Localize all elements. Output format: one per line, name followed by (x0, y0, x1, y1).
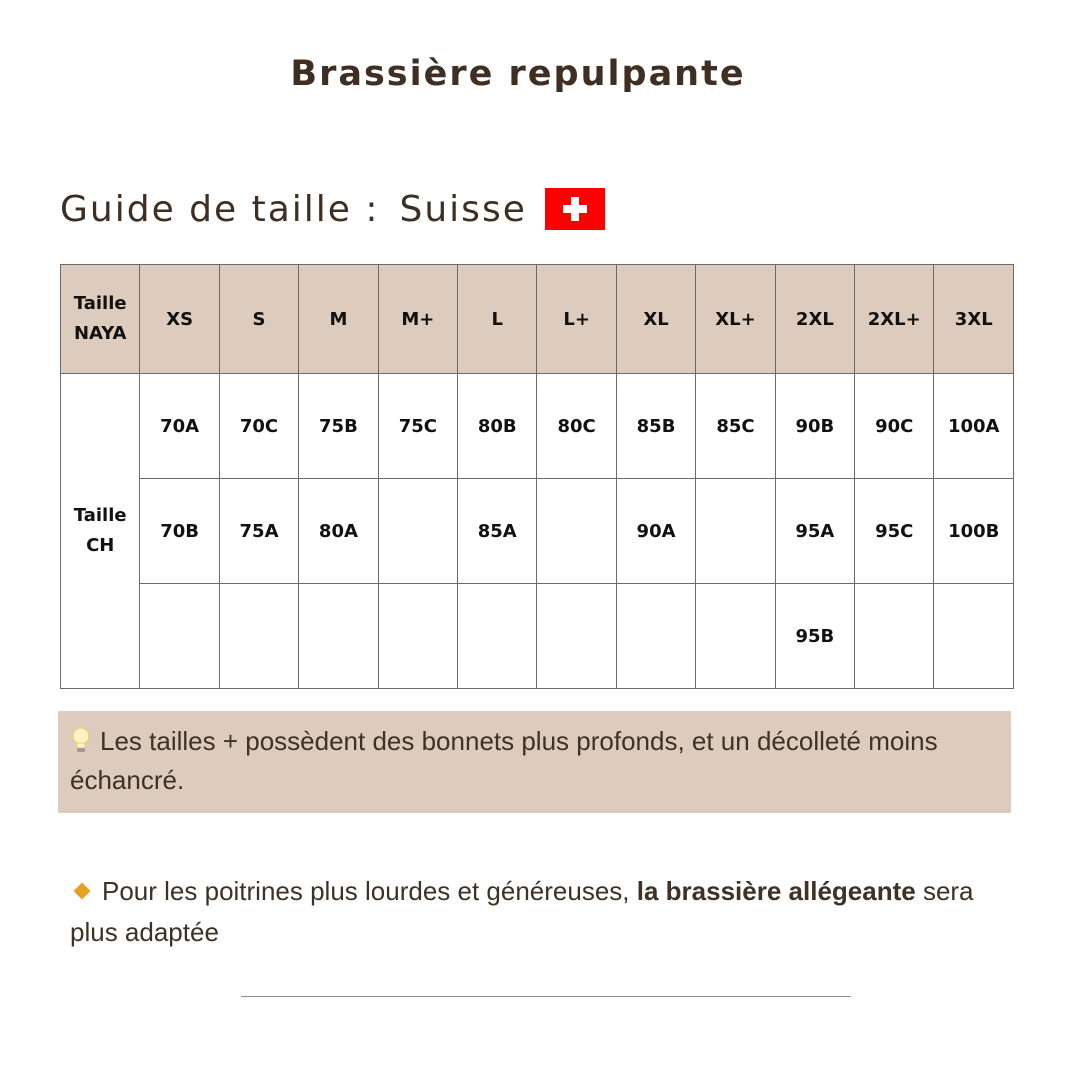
size-value-cell (537, 479, 616, 584)
size-value-cell: 80C (537, 374, 616, 479)
size-value-cell: 85B (616, 374, 695, 479)
size-value-cell: 95A (775, 479, 854, 584)
size-header-cell: M (299, 265, 378, 374)
size-value-cell (696, 584, 775, 689)
size-header-cell: 2XL+ (855, 265, 934, 374)
tip-text-before: Pour les poitrines plus lourdes et généreuses, (102, 876, 637, 906)
size-value-cell: 75A (219, 479, 298, 584)
divider-line (241, 996, 851, 997)
size-value-cell: 90C (855, 374, 934, 479)
size-value-cell (934, 584, 1014, 689)
tip-text-after: sera plus adaptée (70, 876, 974, 947)
size-value-cell: 70A (140, 374, 219, 479)
size-value-cell: 100A (934, 374, 1014, 479)
lightbulb-icon (70, 727, 92, 753)
allegeante-bra-link[interactable]: la brassière allégeante (636, 876, 916, 906)
size-value-cell (616, 584, 695, 689)
size-header-cell: S (219, 265, 298, 374)
size-value-cell (378, 584, 457, 689)
orange-diamond-icon (74, 883, 91, 900)
size-value-cell (537, 584, 616, 689)
size-header-cell: L (458, 265, 537, 374)
row-label-line-2: CH (86, 535, 115, 556)
size-header-cell: XL (616, 265, 695, 374)
header-label-line-2: NAYA (73, 323, 127, 344)
size-value-cell: 100B (934, 479, 1014, 584)
header-label-line-1: Taille (73, 293, 127, 314)
row-label-cell (61, 374, 140, 689)
size-value-cell: 90B (775, 374, 854, 479)
info-note (58, 711, 1011, 813)
size-value-cell (696, 479, 775, 584)
info-note-text: Les tailles + possèdent des bonnets plus profonds, et un décolleté moins échancré. (70, 726, 938, 795)
page-title: Brassière repulpante (290, 54, 746, 94)
size-value-cell: 75C (378, 374, 457, 479)
size-header-cell: XS (140, 265, 219, 374)
size-value-cell: 80A (299, 479, 378, 584)
size-header-cell: M+ (378, 265, 457, 374)
size-value-cell (299, 584, 378, 689)
size-guide-heading (60, 188, 605, 230)
size-value-cell: 70B (140, 479, 219, 584)
table-row (61, 479, 1014, 584)
size-value-cell (458, 584, 537, 689)
size-value-cell: 80B (458, 374, 537, 479)
size-table-header-row (61, 265, 1014, 374)
size-header-cell: L+ (537, 265, 616, 374)
size-value-cell: 95B (775, 584, 854, 689)
size-value-cell (140, 584, 219, 689)
country-name: Suisse (399, 188, 527, 230)
size-value-cell: 70C (219, 374, 298, 479)
size-value-cell: 95C (855, 479, 934, 584)
size-value-cell: 85A (458, 479, 537, 584)
size-value-cell: 75B (299, 374, 378, 479)
size-table (60, 264, 1014, 689)
size-value-cell: 85C (696, 374, 775, 479)
row-label-line-1: Taille (73, 505, 127, 526)
table-row (61, 584, 1014, 689)
size-value-cell (219, 584, 298, 689)
size-header-cell: 2XL (775, 265, 854, 374)
table-row (61, 374, 1014, 479)
size-header-cell: 3XL (934, 265, 1014, 374)
size-value-cell (855, 584, 934, 689)
swiss-flag-icon (545, 188, 605, 230)
header-label-cell (61, 265, 140, 374)
size-value-cell: 90A (616, 479, 695, 584)
size-value-cell (378, 479, 457, 584)
size-header-cell: XL+ (696, 265, 775, 374)
size-guide-label: Guide de taille : (60, 188, 380, 230)
tip-paragraph (70, 871, 1000, 953)
